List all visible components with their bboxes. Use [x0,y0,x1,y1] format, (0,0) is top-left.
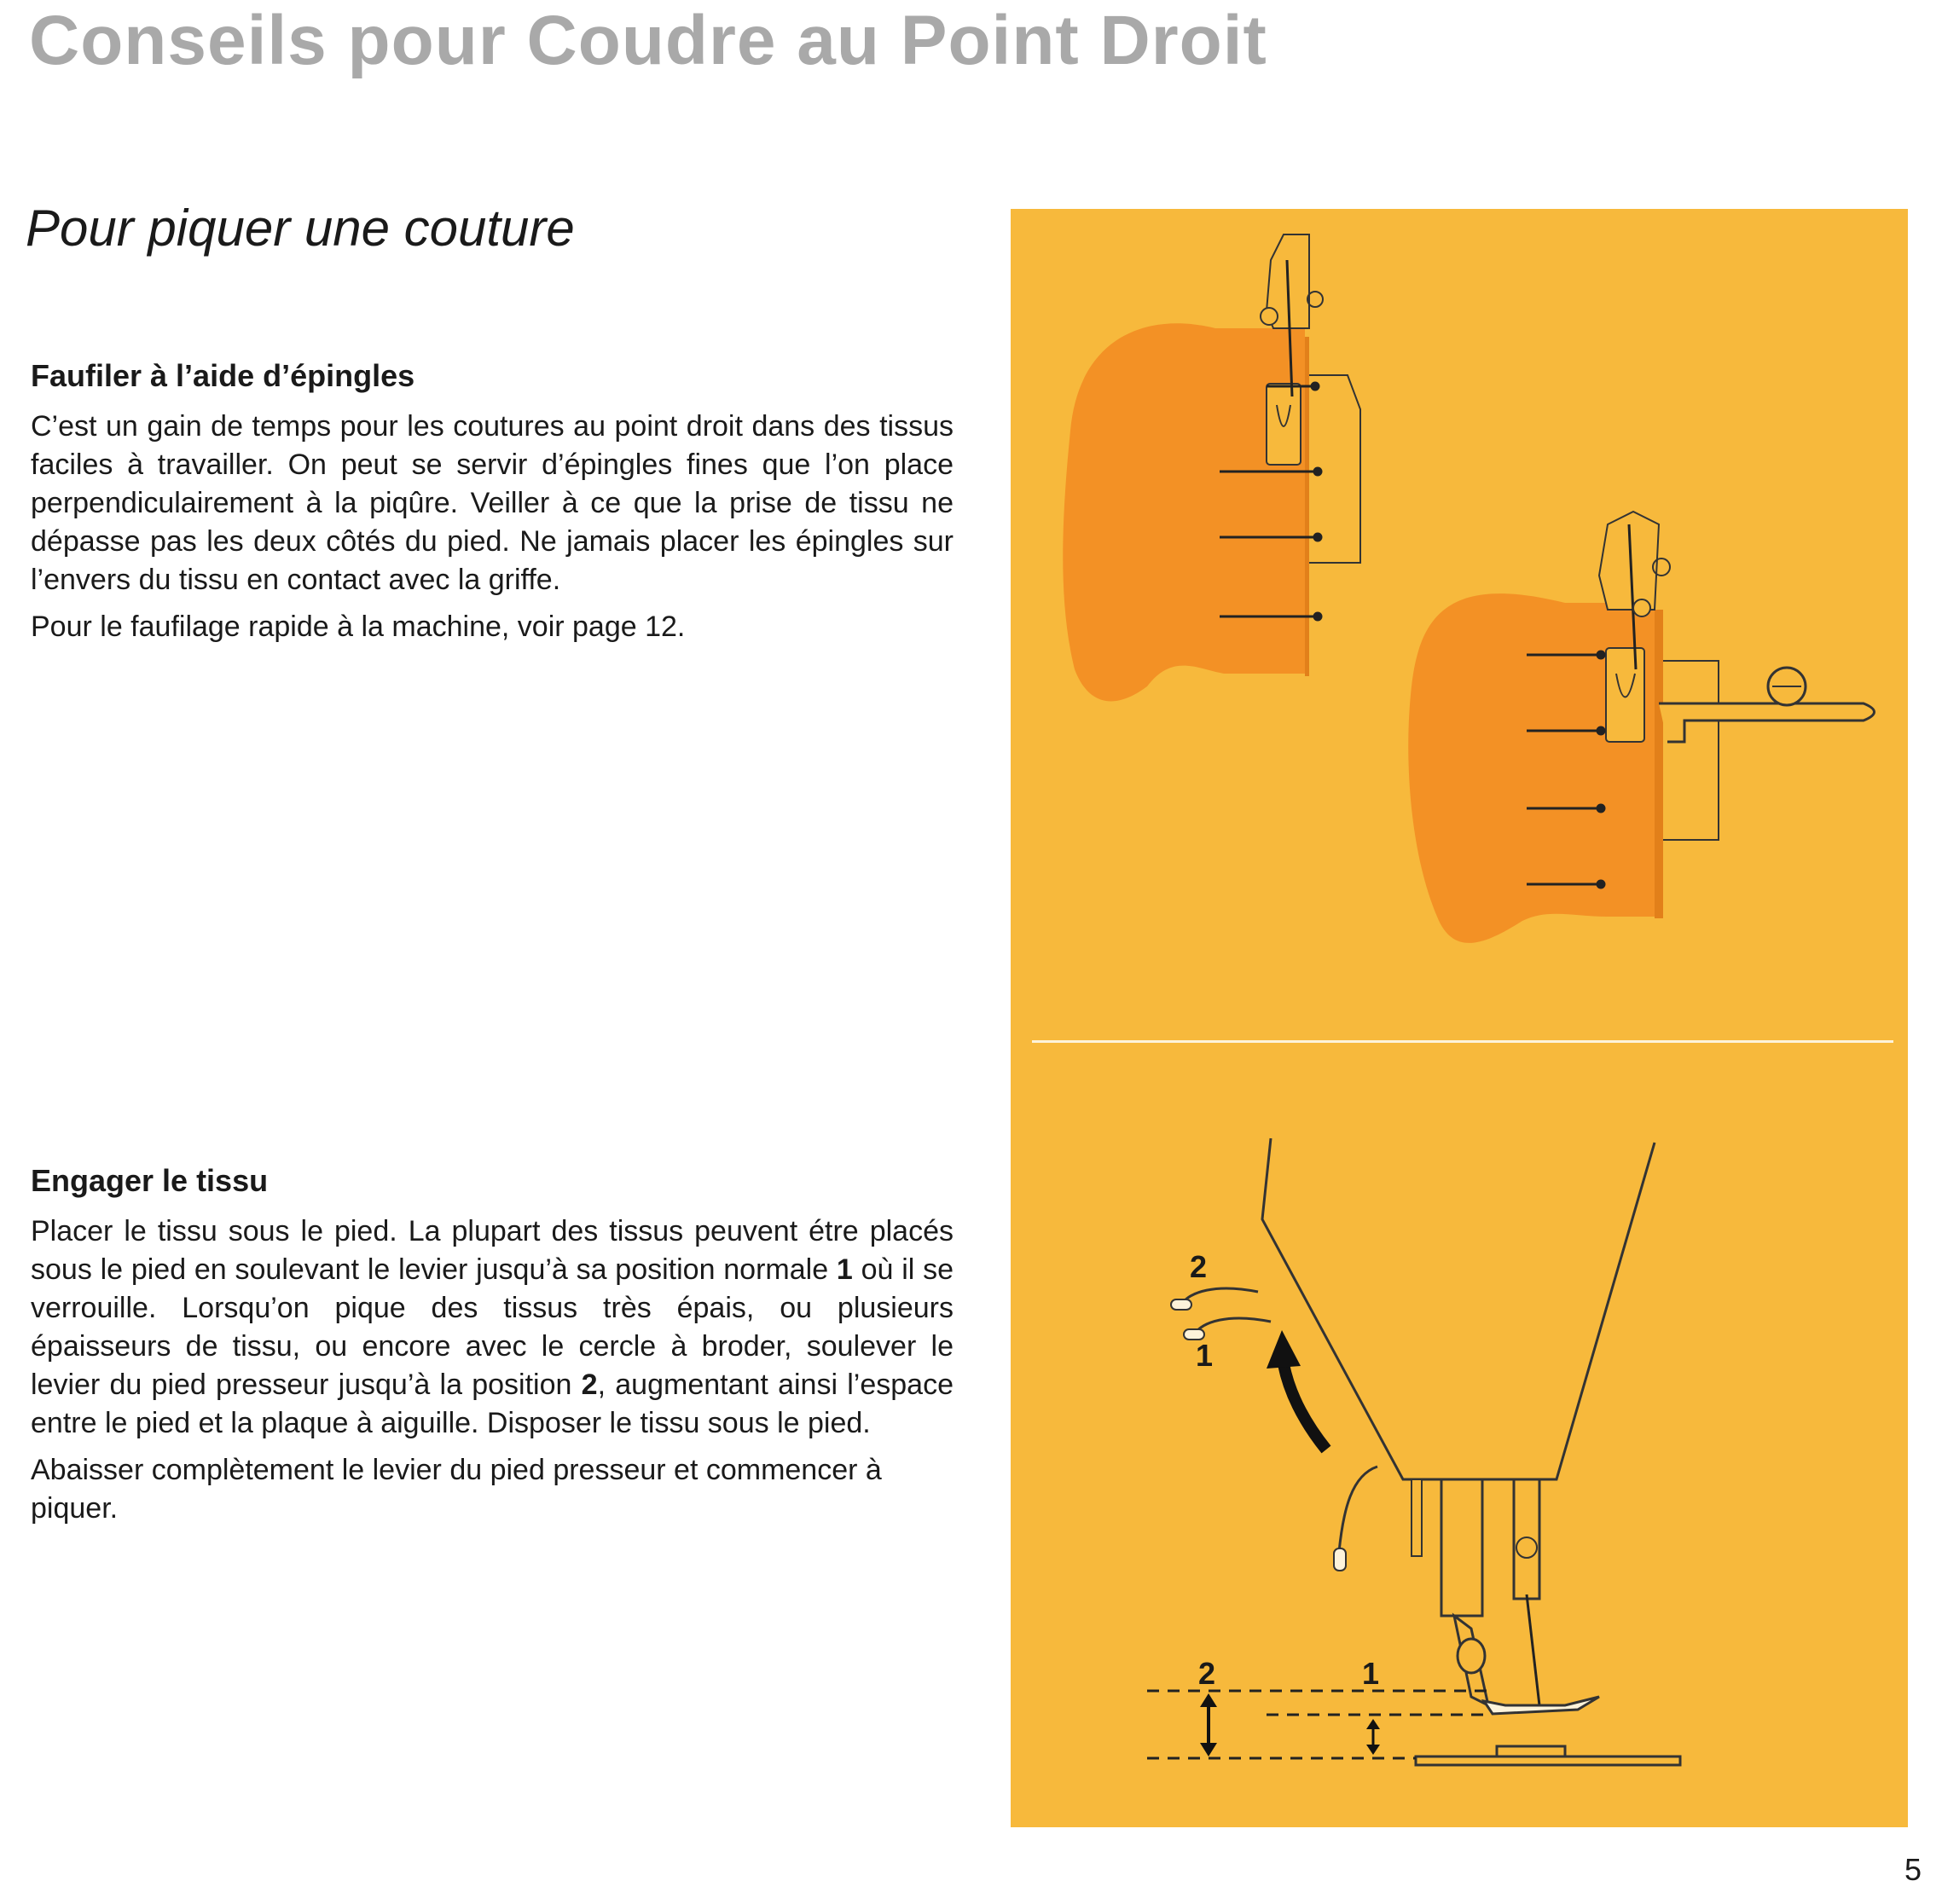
presser-foot [1484,1697,1599,1714]
engager-heading: Engager le tissu [31,1163,269,1198]
gap-position-2-label: 2 [1198,1656,1216,1691]
section-title: Pour piquer une couture [26,200,575,257]
page-title: Conseils pour Coudre au Point Droit [29,2,1267,79]
faufiler-paragraph-2: Pour le faufilage rapide à la machine, voir page 12. [31,611,686,643]
fabric-right [1408,593,1655,943]
faufiler-paragraph-1: C’est un gain de temps pour les coutures au point droit dans des tissus faciles à travailler. On peut se servir d’épingles fines que l’on place perpendiculairement à la piqûre. Veiller à ce que la prise de tissu ne dépasse pas les deux côtés du pied. Ne jamais placer les épingles sur l’envers du tissu en contact avec la griffe. [31,410,954,596]
pinning-illustration [1011,209,1908,1027]
gap-position-1-label: 1 [1362,1656,1380,1691]
engager-section [31,1161,954,1537]
presser-lever-illustration [1011,1049,1908,1816]
panel-divider [1032,1040,1893,1043]
engager-text-part-1: Placer le tissu sous le pied. La plupart des tissus peuvent étre placés sous le pied en soulevant le levier jusqu’à sa position normale [31,1215,954,1286]
engager-text-part-2: où il se verrouille. Lorsqu’on pique des tissus très épais, ou plusieurs épaisseurs de tissu, ou encore avec le cercle à broder, soulever le levier du pied presseur jusqu’à la position [31,1253,954,1401]
lever-position-1-label: 1 [1196,1338,1214,1373]
lever-position-2-label: 2 [1190,1249,1208,1284]
faufiler-heading: Faufiler à l’aide d’épingles [31,358,415,393]
engager-paragraph-2: Abaisser complètement le levier du pied presseur et commencer à piquer. [31,1454,882,1525]
engager-paragraph-1 [31,1212,954,1443]
illustration-panel [1011,209,1908,1827]
position-1-label: 1 [836,1253,853,1286]
faufiler-section [31,356,954,655]
raise-lever-arrow-icon [1284,1364,1326,1450]
fabric-left [1063,323,1305,701]
page-number: 5 [1904,1852,1922,1887]
engager-text-part-3: , augmentant ainsi l’espace entre le pied et la plaque à aiguille. Disposer le tissu sous le pied. [31,1369,954,1439]
position-2-label: 2 [581,1369,598,1401]
